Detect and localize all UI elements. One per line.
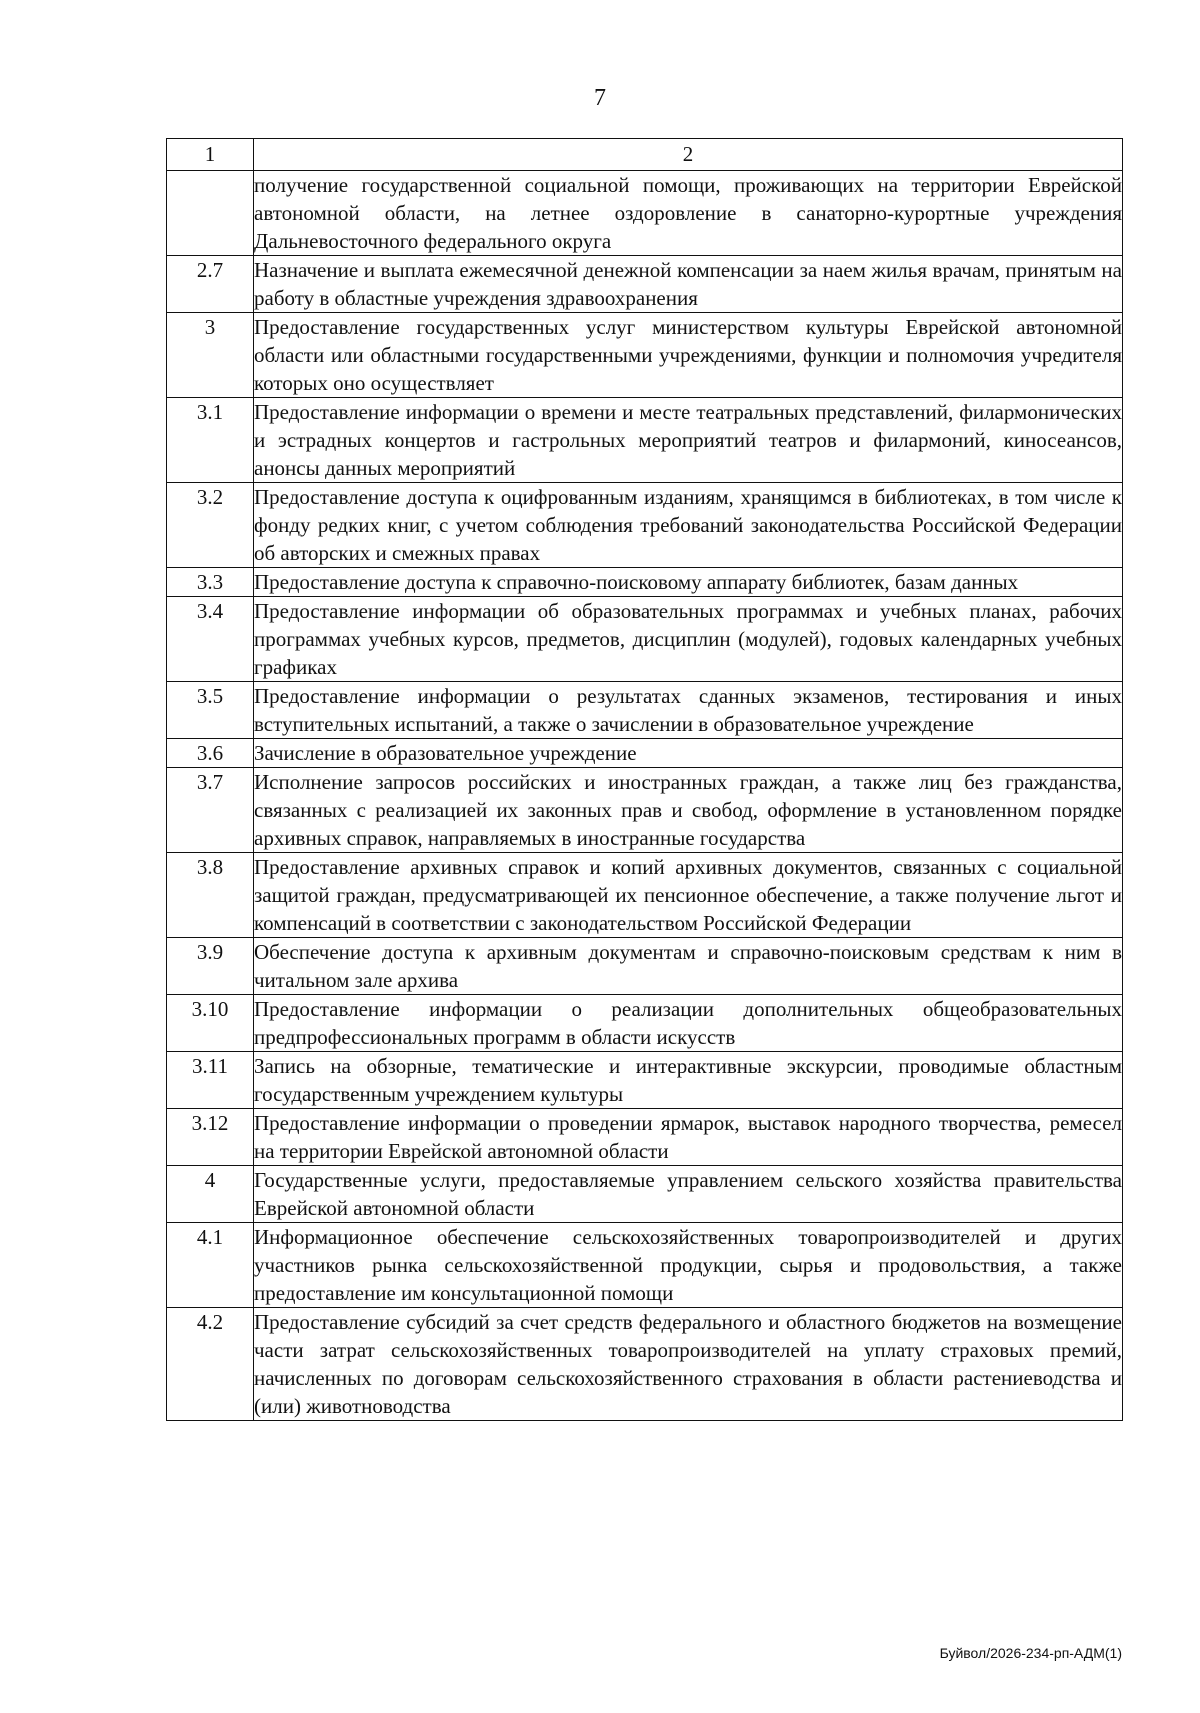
table-row	[167, 768, 1123, 853]
row-number: 4	[167, 1166, 254, 1223]
row-text: Предоставление архивных справок и копий архивных документов, связанных с социальной защитой граждан, предусматривающей их пенсионное обеспечение, а также получение льгот и компенсаций в соответствии с законодательством Российской Федерации	[254, 853, 1123, 938]
header-col-2: 2	[254, 139, 1123, 171]
row-text: Государственные услуги, предоставляемые управлением сельского хозяйства правительства Еврейской автономной области	[254, 1166, 1123, 1223]
row-number: 3.10	[167, 995, 254, 1052]
row-number: 3.3	[167, 568, 254, 597]
table-row	[167, 313, 1123, 398]
row-number: 3	[167, 313, 254, 398]
table-row	[167, 1223, 1123, 1308]
row-number: 3.2	[167, 483, 254, 568]
table-row	[167, 853, 1123, 938]
table-row	[167, 171, 1123, 256]
row-text: Предоставление информации о проведении ярмарок, выставок народного творчества, ремесел на территории Еврейской автономной области	[254, 1109, 1123, 1166]
row-text: Обеспечение доступа к архивным документам и справочно-поисковым средствам к ним в читальном зале архива	[254, 938, 1123, 995]
row-text: Исполнение запросов российских и иностранных граждан, а также лиц без гражданства, связанных с реализацией их законных прав и свобод, оформление в установленном порядке архивных справок, направляемых в иностранные государства	[254, 768, 1123, 853]
table-row	[167, 1166, 1123, 1223]
row-text: получение государственной социальной помощи, проживающих на территории Еврейской автономной области, на летнее оздоровление в санаторно-курортные учреждения Дальневосточного федерального округа	[254, 171, 1123, 256]
table-row	[167, 1109, 1123, 1166]
table-row	[167, 739, 1123, 768]
row-text: Предоставление доступа к оцифрованным изданиям, хранящимся в библиотеках, в том числе к фонду редких книг, с учетом соблюдения требований законодательства Российской Федерации об авторских и смежных правах	[254, 483, 1123, 568]
row-number: 3.6	[167, 739, 254, 768]
row-number: 3.5	[167, 682, 254, 739]
table-header-row	[167, 139, 1123, 171]
row-number: 3.8	[167, 853, 254, 938]
row-number: 3.12	[167, 1109, 254, 1166]
table-row	[167, 483, 1123, 568]
row-number: 3.9	[167, 938, 254, 995]
row-text: Назначение и выплата ежемесячной денежной компенсации за наем жилья врачам, принятым на работу в областные учреждения здравоохранения	[254, 256, 1123, 313]
table-row	[167, 568, 1123, 597]
table-row	[167, 256, 1123, 313]
row-text: Предоставление информации о времени и месте театральных представлений, филармонических и эстрадных концертов и гастрольных мероприятий театров и филармоний, киносеансов, анонсы данных мероприятий	[254, 398, 1123, 483]
row-text: Информационное обеспечение сельскохозяйственных товаропроизводителей и других участников рынка сельскохозяйственной продукции, сырья и продовольствия, а также предоставление им консультационной помощи	[254, 1223, 1123, 1308]
row-number: 3.11	[167, 1052, 254, 1109]
row-text: Предоставление субсидий за счет средств федерального и областного бюджетов на возмещение части затрат сельскохозяйственных товаропроизводителей на уплату страховых премий, начисленных по договорам сельскохозяйственного страхования в области растениеводства и (или) животноводства	[254, 1308, 1123, 1421]
row-text: Зачисление в образовательное учреждение	[254, 739, 1123, 768]
row-text: Предоставление информации о реализации дополнительных общеобразовательных предпрофессиональных программ в области искусств	[254, 995, 1123, 1052]
row-text: Предоставление доступа к справочно-поисковому аппарату библиотек, базам данных	[254, 568, 1123, 597]
row-number: 3.4	[167, 597, 254, 682]
row-number: 3.7	[167, 768, 254, 853]
table-row	[167, 938, 1123, 995]
header-col-1: 1	[167, 139, 254, 171]
table-row	[167, 398, 1123, 483]
document-code: Буйвол/2026-234-рп-АДМ(1)	[939, 1645, 1122, 1661]
row-number: 4.1	[167, 1223, 254, 1308]
row-number: 4.2	[167, 1308, 254, 1421]
row-text: Предоставление информации об образовательных программах и учебных планах, рабочих программах учебных курсов, предметов, дисциплин (модулей), годовых календарных учебных графиках	[254, 597, 1123, 682]
row-text: Запись на обзорные, тематические и интерактивные экскурсии, проводимые областным государственным учреждением культуры	[254, 1052, 1123, 1109]
table-row	[167, 1308, 1123, 1421]
row-number	[167, 171, 254, 256]
table-row	[167, 597, 1123, 682]
row-number: 2.7	[167, 256, 254, 313]
row-number: 3.1	[167, 398, 254, 483]
row-text: Предоставление государственных услуг министерством культуры Еврейской автономной области или областными государственными учреждениями, функции и полномочия учредителя которых оно осуществляет	[254, 313, 1123, 398]
services-table	[166, 138, 1123, 1421]
row-text: Предоставление информации о результатах сданных экзаменов, тестирования и иных вступительных испытаний, а также о зачислении в образовательное учреждение	[254, 682, 1123, 739]
table-row	[167, 682, 1123, 739]
table-row	[167, 995, 1123, 1052]
page-number: 7	[594, 85, 606, 111]
table-row	[167, 1052, 1123, 1109]
